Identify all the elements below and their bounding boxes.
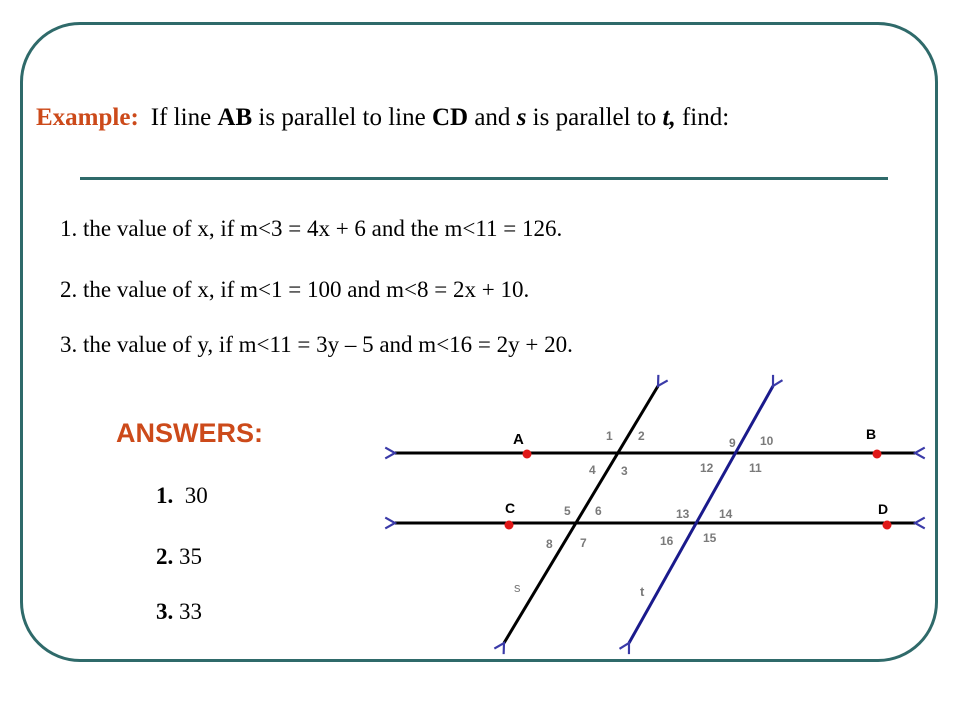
answer-2: 2. 35 [156, 544, 202, 569]
point-label-c: C [505, 500, 516, 516]
question-2: 2. the value of x, if m<1 = 100 and m<8 = 2x + 10. [60, 277, 530, 302]
example-title: Example: If line AB is parallel to line CD and s is parallel to t, find: [36, 104, 730, 131]
question-3: 3. the value of y, if m<11 = 3y – 5 and m<16 = 2y + 20. [60, 332, 573, 357]
example-label: Example: [36, 104, 139, 131]
angle-number-13: 13 [676, 507, 690, 521]
angle-number-11: 11 [749, 461, 762, 475]
point-d [883, 521, 892, 530]
angle-number-15: 15 [703, 531, 717, 545]
point-label-a: A [513, 431, 524, 448]
point-b [873, 450, 882, 459]
angle-number-8: 8 [546, 537, 553, 551]
transversal-s [504, 386, 658, 643]
transversal-label-t: t [640, 584, 645, 599]
question-1: 1. the value of x, if m<3 = 4x + 6 and the m<11 = 126. [60, 216, 563, 241]
angle-number-4: 4 [589, 463, 596, 477]
angle-number-12: 12 [700, 461, 714, 475]
angle-number-1: 1 [606, 429, 613, 443]
point-label-d: D [878, 501, 889, 517]
answer-1: 1. 30 [156, 483, 208, 508]
transversal-label-s: s [514, 580, 521, 595]
angle-number-5: 5 [564, 504, 571, 518]
point-a [523, 450, 532, 459]
angle-number-2: 2 [638, 429, 645, 443]
point-label-b: B [866, 426, 877, 442]
answer-3: 3. 33 [156, 599, 202, 624]
angle-number-7: 7 [580, 536, 587, 550]
angle-number-9: 9 [729, 436, 736, 450]
angle-number-16: 16 [660, 534, 674, 548]
angle-number-3: 3 [621, 464, 628, 478]
transversal-t [629, 386, 773, 643]
angle-number-10: 10 [760, 434, 774, 448]
angle-number-6: 6 [595, 504, 602, 518]
angle-number-14: 14 [719, 507, 733, 521]
answers-heading: ANSWERS: [116, 418, 263, 448]
point-c [505, 521, 514, 530]
